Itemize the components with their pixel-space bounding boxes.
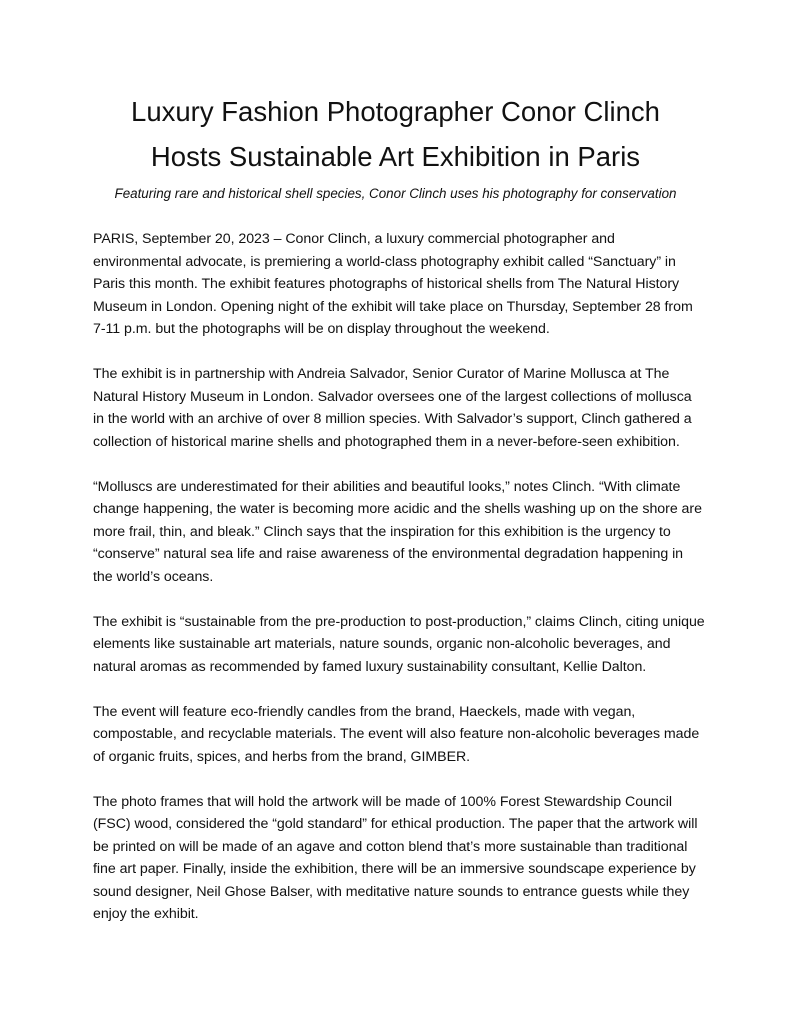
paragraph-partnership: The exhibit is in partnership with Andreia Salvador, Senior Curator of Marine Mollusca at The Natural History Museum in London. Salvador oversees one of the largest collections of mollusca in the world with an archive of over 8 million species. With Salvador’s support, Clinch gathered a collection of historical marine shells and photographed them in a never-before-seen exhibition.: [93, 366, 692, 450]
paragraph-intro: PARIS, September 20, 2023 – Conor Clinch, a luxury commercial photographer and environmental advocate, is premiering a world-class photography exhibit called “Sanctuary” in Paris this month. The exhibit features photographs of historical shells from The Natural History Museum in London. Opening night of the exhibit will take place on Thursday, September 28 from 7-11 p.m. but the photographs will be on display throughout the weekend.: [93, 231, 693, 337]
paragraph-materials: The photo frames that will hold the artwork will be made of 100% Forest Stewardship Council (FSC) wood, considered the “gold standard” for ethical production. The paper that the artwork will be printed on will be made of an agave and cotton blend that’s more sustainable than traditional fine art paper. Finally, inside the exhibition, there will be an immersive soundscape experience by sound designer, Neil Ghose Balser, with meditative nature sounds to entrance guests while they enjoy the exhibit.: [93, 793, 698, 922]
body-text: [93, 228, 705, 948]
paragraph-sustainability: The exhibit is “sustainable from the pre-production to post-production,” claims Clinch, citing unique elements like sustainable art materials, nature sounds, organic non-alcoholic beverages, and natural aromas as recommended by famed luxury sustainability consultant, Kellie Dalton.: [93, 613, 705, 675]
paragraph-event-features: The event will feature eco-friendly candles from the brand, Haeckels, made with vegan, compostable, and recyclable materials. The event will also feature non-alcoholic beverages made of organic fruits, spices, and herbs from the brand, GIMBER.: [93, 703, 700, 765]
headline-line-1: Luxury Fashion Photographer Conor Clinch: [131, 96, 660, 127]
subheadline: Featuring rare and historical shell species, Conor Clinch uses his photography for conservation: [114, 186, 677, 201]
headline-line-2: Hosts Sustainable Art Exhibition in Paris: [150, 141, 641, 172]
headline: [60, 89, 731, 179]
paragraph-quote: “Molluscs are underestimated for their abilities and beautiful looks,” notes Clinch. “With climate change happening, the water is becoming more acidic and the shells washing up on the shore are more frail, thin, and bleak.” Clinch says that the inspiration for this exhibition is the urgency to “conserve” natural sea life and raise awareness of the environmental degradation happening in the world’s oceans.: [93, 478, 702, 585]
